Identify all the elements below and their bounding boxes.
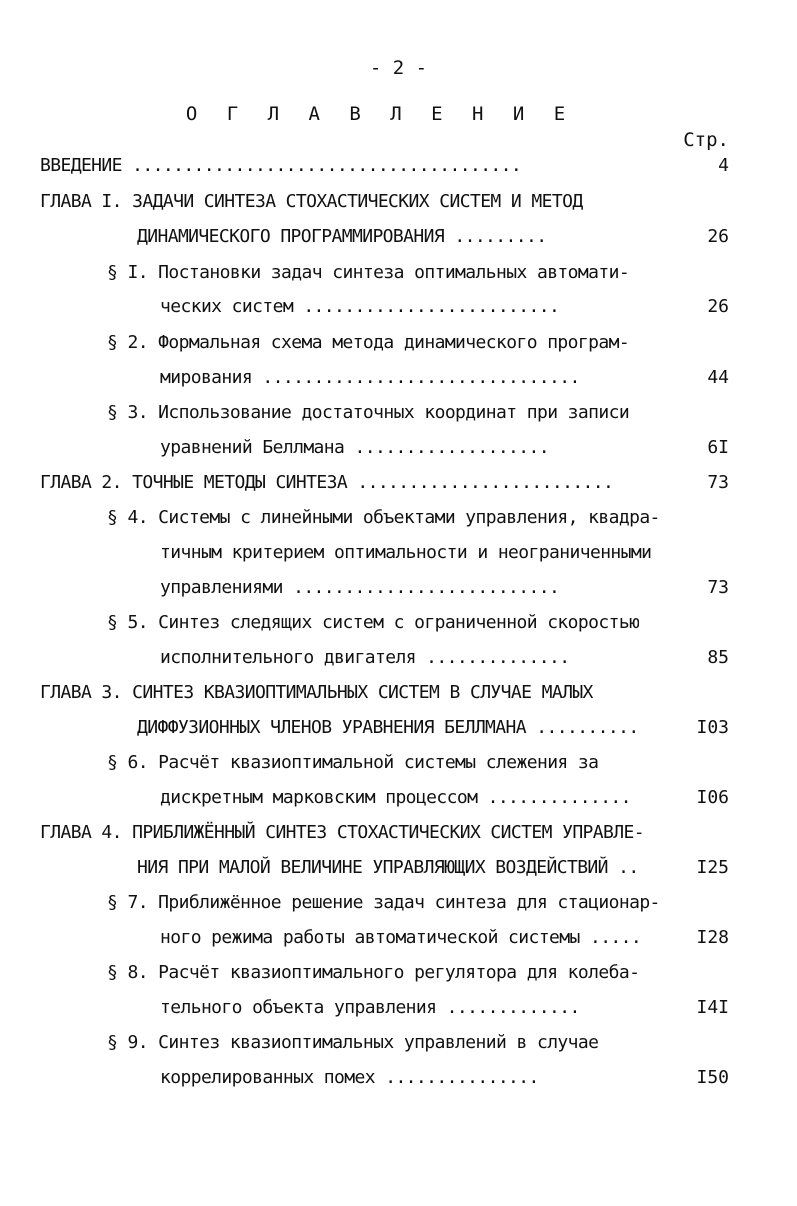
toc-entry-section-5: § 5. Синтез следящих систем с ограниченной скоростью bbox=[107, 612, 640, 633]
toc-entry-chapter-3-cont: ДИФФУЗИОННЫХ ЧЛЕНОВ УРАВНЕНИЯ БЕЛЛМАНА .......... bbox=[137, 717, 639, 738]
toc-entry-chapter-1: ГЛАВА I. ЗАДАЧИ СИНТЕЗА СТОХАСТИЧЕСКИХ СИСТЕМ И МЕТОД bbox=[40, 191, 583, 212]
toc-page-section-3: 6I bbox=[707, 437, 729, 458]
toc-entry-section-8: § 8. Расчёт квазиоптимального регулятора для колеба- bbox=[107, 962, 640, 983]
toc-entry-section-6: § 6. Расчёт квазиоптимальной системы слежения за bbox=[107, 752, 599, 773]
toc-entry-section-1-cont: ческих систем ......................... bbox=[160, 296, 560, 317]
toc-entry-section-7-cont: ного режима работы автоматической системы ..... bbox=[160, 927, 642, 948]
toc-entry-section-7: § 7. Приближённое решение задач синтеза для стационар- bbox=[107, 892, 660, 913]
toc-entry-section-6-cont: дискретным марковским процессом .............. bbox=[160, 787, 631, 808]
toc-page-chapter-4: I25 bbox=[696, 857, 729, 878]
toc-entry-section-9: § 9. Синтез квазиоптимальных управлений в случае bbox=[107, 1032, 599, 1053]
toc-page-section-1: 26 bbox=[707, 296, 729, 317]
toc-entry-chapter-4-cont: НИЯ ПРИ МАЛОЙ ВЕЛИЧИНЕ УПРАВЛЯЮЩИХ ВОЗДЕЙСТВИЙ .. bbox=[137, 857, 639, 878]
toc-page-section-4: 73 bbox=[707, 577, 729, 598]
toc-page-section-7: I28 bbox=[696, 927, 729, 948]
toc-title: О Г Л А В Л Е Н И Е bbox=[185, 103, 575, 125]
toc-entry-section-1: § I. Постановки задач синтеза оптимальных автомати- bbox=[107, 262, 630, 283]
toc-page-chapter-3: I03 bbox=[696, 717, 729, 738]
toc-page-section-6: I06 bbox=[696, 787, 729, 808]
toc-entry-section-4-cont2: управлениями .......................... bbox=[160, 577, 560, 598]
toc-entry-section-2: § 2. Формальная схема метода динамического програм- bbox=[107, 332, 630, 353]
toc-entry-chapter-4: ГЛАВА 4. ПРИБЛИЖЁННЫЙ СИНТЕЗ СТОХАСТИЧЕСКИХ СИСТЕМ УПРАВЛЕ- bbox=[40, 822, 644, 843]
toc-page-section-2: 44 bbox=[707, 367, 729, 388]
toc-page-section-5: 85 bbox=[707, 647, 729, 668]
toc-entry-section-4: § 4. Системы с линейными объектами управления, квадра- bbox=[107, 507, 660, 528]
toc-entry-section-3: § 3. Использование достаточных координат при записи bbox=[107, 402, 630, 423]
toc-entry-section-8-cont: тельного объекта управления ............. bbox=[160, 997, 580, 1018]
toc-page-section-8: I4I bbox=[696, 997, 729, 1018]
toc-entry-chapter-1-cont: ДИНАМИЧЕСКОГО ПРОГРАММИРОВАНИЯ ......... bbox=[137, 226, 547, 247]
toc-page-section-9: I50 bbox=[696, 1067, 729, 1088]
toc-entry-intro: ВВЕДЕНИЕ ...................................... bbox=[40, 155, 522, 176]
toc-entry-chapter-3: ГЛАВА 3. СИНТЕЗ КВАЗИОПТИМАЛЬНЫХ СИСТЕМ В СЛУЧАЕ МАЛЫХ bbox=[40, 682, 593, 703]
toc-entry-section-2-cont: мирования ............................... bbox=[160, 367, 580, 388]
toc-entry-section-3-cont: уравнений Беллмана ................... bbox=[160, 437, 550, 458]
toc-page-chapter-1: 26 bbox=[707, 226, 729, 247]
toc-entry-section-4-cont: тичным критерием оптимальности и неограниченными bbox=[160, 542, 652, 563]
toc-page-intro: 4 bbox=[718, 155, 729, 176]
pages-column-header: Стр. bbox=[683, 129, 729, 151]
toc-page-chapter-2: 73 bbox=[707, 472, 729, 493]
toc-entry-section-5-cont: исполнительного двигателя .............. bbox=[160, 647, 570, 668]
toc-entry-section-9-cont: коррелированных помех ............... bbox=[160, 1067, 539, 1088]
page-number: - 2 - bbox=[369, 57, 428, 79]
toc-entry-chapter-2: ГЛАВА 2. ТОЧНЫЕ МЕТОДЫ СИНТЕЗА ......................... bbox=[40, 472, 614, 493]
